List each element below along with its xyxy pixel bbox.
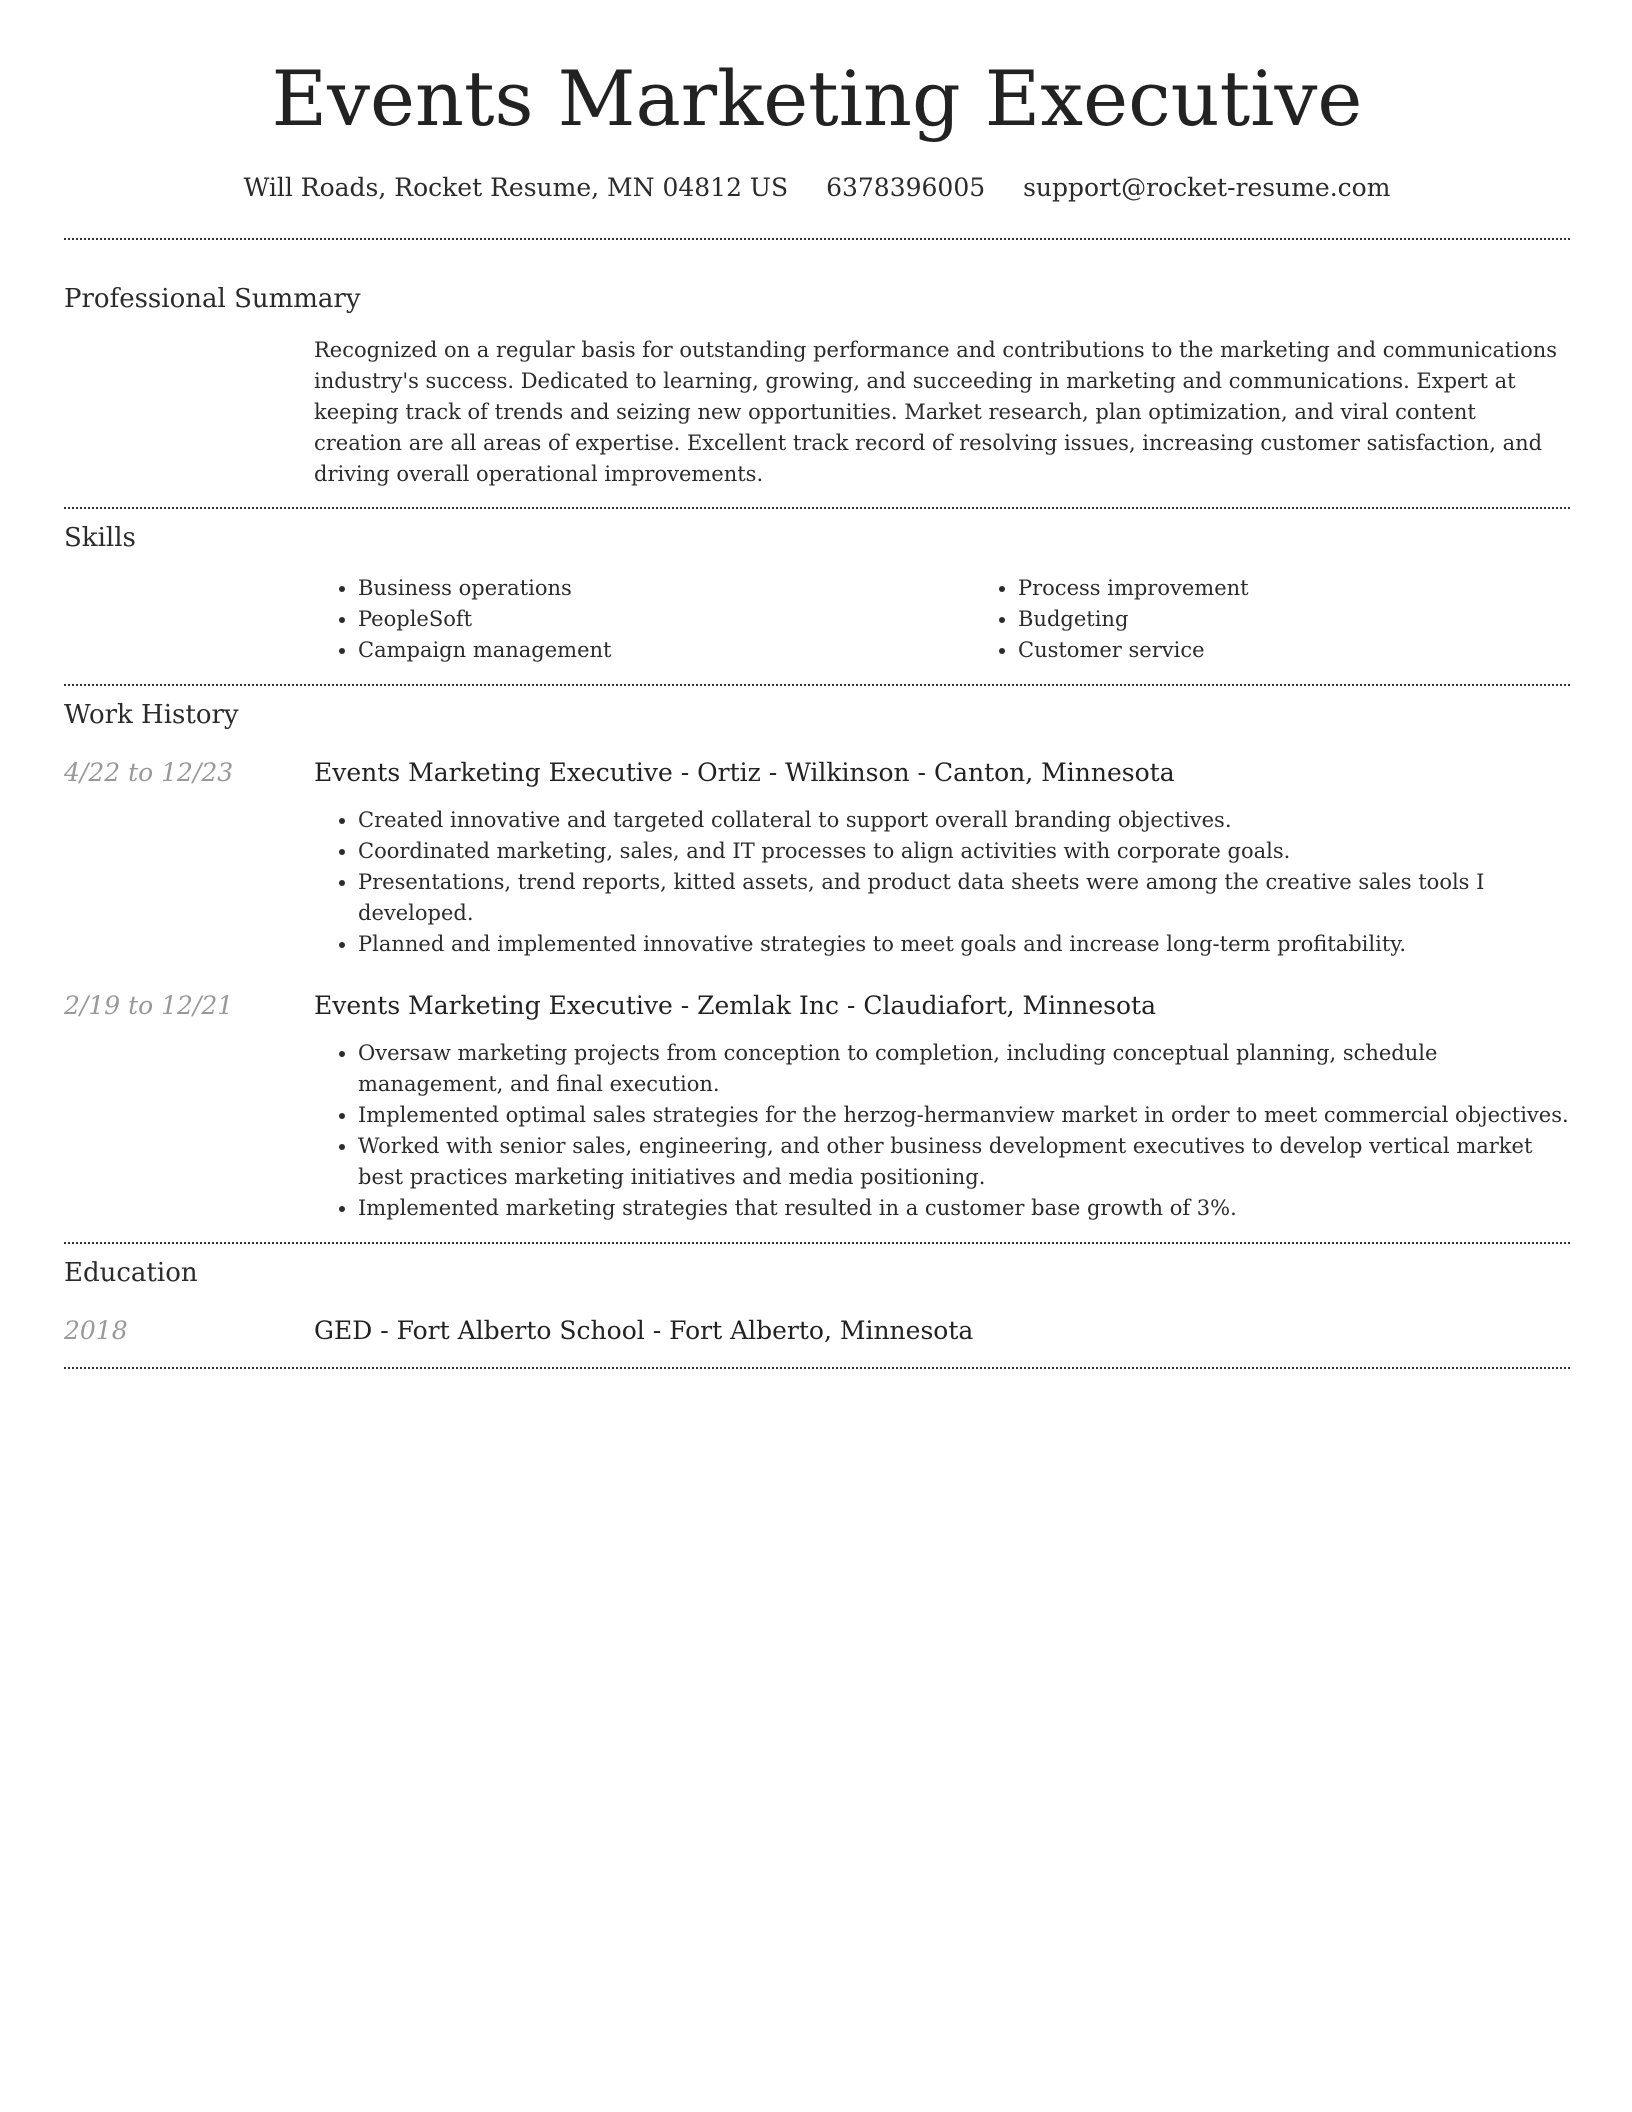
- skills-section: [64, 520, 1570, 666]
- summary-title: Professional Summary: [64, 284, 361, 314]
- contact-email: support@rocket-resume.com: [1023, 173, 1391, 202]
- summary-body: [314, 335, 1570, 490]
- job-bullet: • Planned and implemented innovative strategies to meet goals and increase long-term profitability.: [358, 929, 1570, 960]
- summary-text: Recognized on a regular basis for outstanding performance and contributions to the marketing and communications industry's success. Dedicated to learning, growing, and succeeding in marketing and communications. Expert at keeping track of trends and seizing new opportunities. Market research, plan optimization, and viral content creation are all areas of expertise. Excellent track record of resolving issues, increasing customer satisfaction, and driving overall operational improvements.: [314, 338, 1558, 486]
- divider-header: [64, 238, 1570, 240]
- job-entry: [64, 988, 1570, 1224]
- skill-item: • Budgeting: [1018, 604, 1632, 635]
- skills-grid: [314, 573, 1632, 666]
- contact-address: Will Roads, Rocket Resume, MN 04812 US: [243, 173, 789, 202]
- skill-item: • Customer service: [1018, 635, 1632, 666]
- education-entry: [64, 1313, 1570, 1349]
- work-section: [64, 697, 1570, 1224]
- resume-name: Events Marketing Executive: [271, 54, 1363, 143]
- job-body: [314, 988, 1570, 1224]
- job-heading: Events Marketing Executive - Zemlak Inc - Claudiafort, Minnesota: [314, 991, 1156, 1020]
- job-bullet: • Oversaw marketing projects from conception to completion, including conceptual planning, schedule management, and final execution.: [358, 1038, 1570, 1100]
- job-dates: 2/19 to 12/21: [64, 991, 234, 1020]
- education-section: [64, 1255, 1570, 1349]
- skill-item: • Business operations: [358, 573, 974, 604]
- divider-summary: [64, 507, 1570, 509]
- job-dates: 4/22 to 12/23: [64, 758, 234, 787]
- job-body: [314, 755, 1570, 960]
- summary-row: [64, 335, 1570, 490]
- skills-list-left: [314, 573, 974, 666]
- skills-row: [64, 573, 1570, 666]
- resume-page: [64, 0, 1570, 1369]
- job-bullet: • Presentations, trend reports, kitted assets, and product data sheets were among the creative sales tools I developed.: [358, 867, 1570, 929]
- job-heading: Events Marketing Executive - Ortiz - Wilkinson - Canton, Minnesota: [314, 758, 1175, 787]
- summary-section: [64, 281, 1570, 490]
- job-bullet: • Created innovative and targeted collateral to support overall branding objectives.: [358, 805, 1570, 836]
- skills-list-right: [974, 573, 1632, 666]
- skill-item: • Campaign management: [358, 635, 974, 666]
- job-bullet: • Implemented marketing strategies that resulted in a customer base growth of 3%.: [358, 1193, 1570, 1224]
- job-bullet: • Implemented optimal sales strategies for the herzog-hermanview market in order to meet commercial objectives.: [358, 1100, 1570, 1131]
- work-title: Work History: [64, 700, 239, 730]
- divider-education: [64, 1367, 1570, 1369]
- summary-left-spacer: [64, 335, 314, 490]
- skills-left-spacer: [64, 573, 314, 666]
- skills-body: [314, 573, 1632, 666]
- education-title: Education: [64, 1258, 198, 1288]
- divider-skills: [64, 684, 1570, 686]
- skills-title: Skills: [64, 523, 136, 553]
- education-body: [314, 1313, 1570, 1349]
- skill-item: • PeopleSoft: [358, 604, 974, 635]
- job-bullet: • Worked with senior sales, engineering, and other business development executives to develop vertical market best practices marketing initiatives and media positioning.: [358, 1131, 1570, 1193]
- education-year: 2018: [64, 1316, 128, 1345]
- education-heading: GED - Fort Alberto School - Fort Alberto, Minnesota: [314, 1316, 974, 1345]
- job-entry: [64, 755, 1570, 960]
- skill-item: • Process improvement: [1018, 573, 1632, 604]
- contact-phone: 6378396005: [826, 173, 986, 202]
- job-bullets: [314, 1038, 1570, 1224]
- divider-work: [64, 1242, 1570, 1244]
- contact-line: [64, 168, 1570, 208]
- job-bullet: • Coordinated marketing, sales, and IT processes to align activities with corporate goals.: [358, 836, 1570, 867]
- job-bullets: [314, 805, 1570, 960]
